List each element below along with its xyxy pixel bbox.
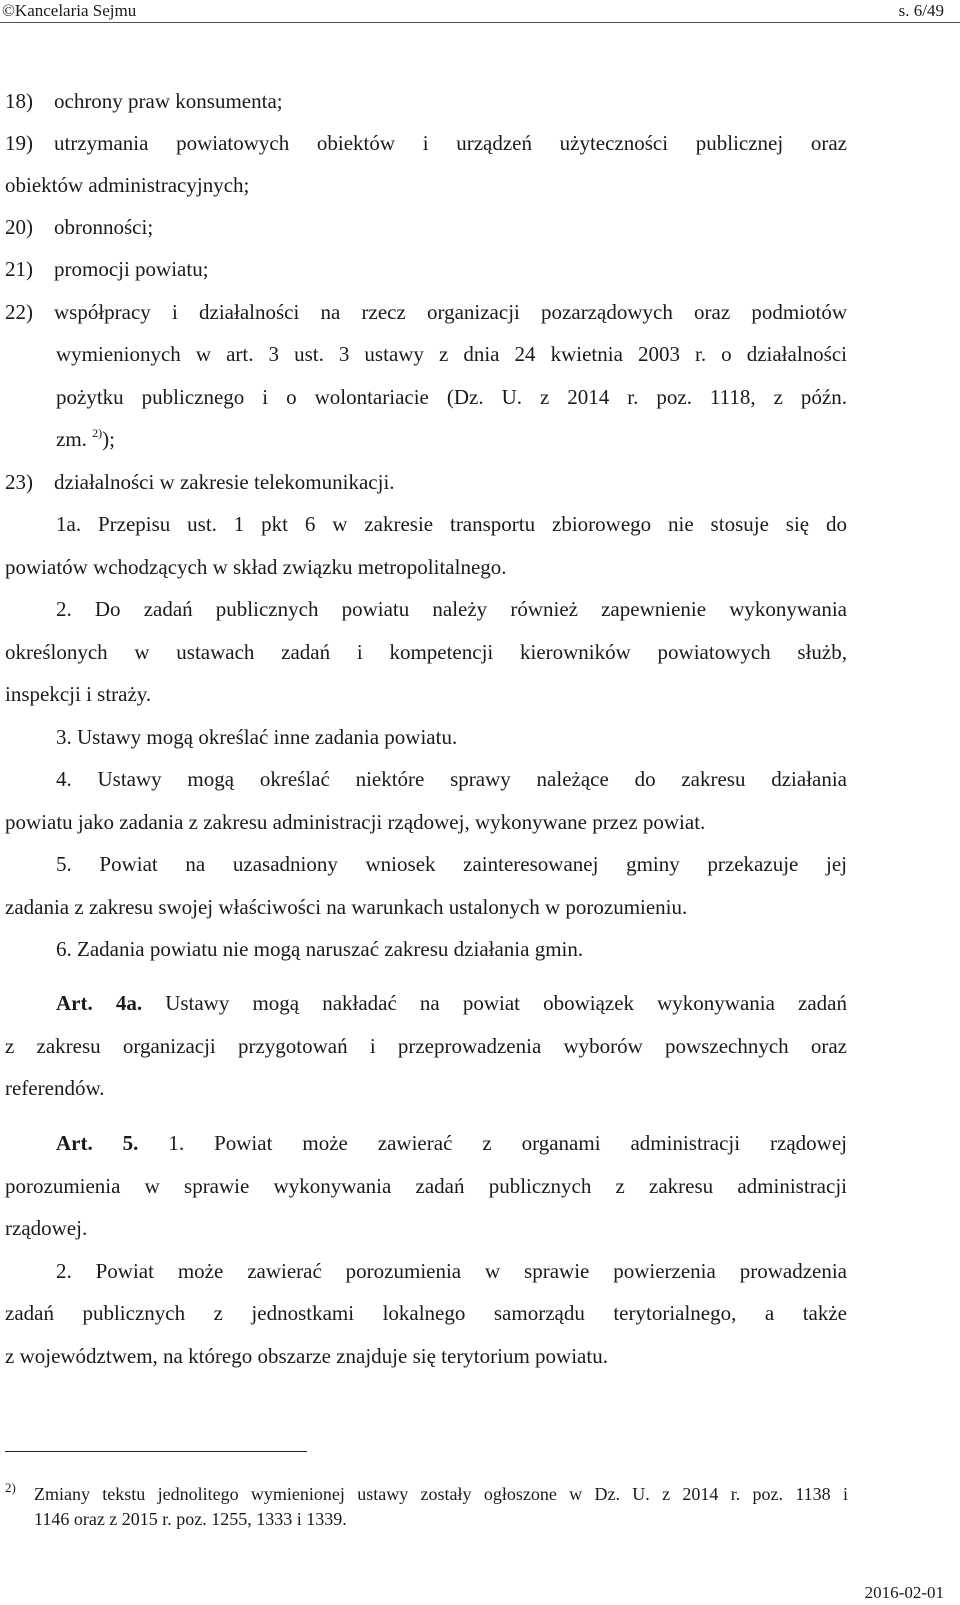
art-5-text: 1. Powiat może zawierać z organami administracji rządowej [168,1131,848,1155]
para-6: 6. Zadania powiatu nie mogą naruszać zakresu działania gmin. [56,937,584,961]
item-19-line-2: obiektów administracyjnych; [5,173,250,197]
para-1a-line-2: powiatów wchodzących w skład związku metropolitalnego. [5,555,507,579]
art-5-para-2-line-3: z województwem, na którego obszarze znajduje się terytorium powiatu. [5,1344,608,1368]
item-22-close: ); [102,427,115,451]
art-5-line-2: porozumienia w sprawie wykonywania zadań publicznych z zakresu administracji [5,1174,847,1198]
header-rule [0,22,960,23]
item-22-line-3: pożytku publicznego i o wolontariacie (Dz. U. z 2014 r. poz. 1118, z późn. [56,385,847,409]
footnote-mark: 2) [5,1480,16,1495]
item-19-line-1: 19) utrzymania powiatowych obiektów i urządzeń użyteczności publicznej oraz [5,131,847,155]
para-5-line-2: zadania z zakresu swojej właściwości na warunkach ustalonych w porozumieniu. [5,895,688,919]
para-1a-line-1: 1a. Przepisu ust. 1 pkt 6 w zakresie transportu zbiorowego nie stosuje się do [56,512,847,536]
art-4a-line-2: z zakresu organizacji przygotowań i przeprowadzenia wyborów powszechnych oraz [5,1034,847,1058]
footnote-line-2: 1146 oraz z 2015 r. poz. 1255, 1333 i 1339. [34,1509,347,1529]
item-21: 21) promocji powiatu; [5,257,209,281]
art-4a-heading: Art. 4a. [56,991,143,1015]
footer-date: 2016-02-01 [864,1583,944,1602]
para-2-line-1: 2. Do zadań publicznych powiatu należy również zapewnienie wykonywania [56,597,847,621]
para-3: 3. Ustawy mogą określać inne zadania powiatu. [56,725,458,749]
para-2-line-2: określonych w ustawach zadań i kompetencji kierowników powiatowych służb, [5,640,847,664]
art-4a-line-3: referendów. [5,1076,105,1100]
footnote-line-1: Zmiany tekstu jednolitego wymienionej ustawy zostały ogłoszone w Dz. U. z 2014 r. poz. 1138 i [34,1484,848,1504]
item-22-line-2: wymienionych w art. 3 ust. 3 ustawy z dnia 24 kwietnia 2003 r. o działalności [56,342,847,366]
art-5-para-2-line-2: zadań publicznych z jednostkami lokalnego samorządu terytorialnego, a także [5,1301,847,1325]
item-20: 20) obronności; [5,215,154,239]
header-page-number: s. 6/49 [898,1,944,20]
item-22-tail: zm. [56,427,87,451]
header-source: ©Kancelaria Sejmu [2,1,137,20]
art-5-line-3: rządowej. [5,1216,88,1240]
para-4-line-2: powiatu jako zadania z zakresu administracji rządowej, wykonywane przez powiat. [5,810,706,834]
item-22-line-1: 22) współpracy i działalności na rzecz organizacji pozarządowych oraz podmiotów [5,300,847,324]
item-22-line-4 [56,426,115,452]
page-header [0,0,960,24]
art-5-para-2-line-1: 2. Powiat może zawierać porozumienia w sprawie powierzenia prowadzenia [56,1259,847,1283]
para-4-line-1: 4. Ustawy mogą określać niektóre sprawy należące do zakresu działania [56,767,847,791]
footnote-reference[interactable]: 2) [92,426,103,440]
para-5-line-1: 5. Powiat na uzasadniony wniosek zainteresowanej gminy przekazuje jej [56,852,847,876]
item-23: 23) działalności w zakresie telekomunikacji. [5,470,395,494]
art-5-heading: Art. 5. [56,1131,139,1155]
para-2-line-3: inspekcji i straży. [5,682,152,706]
item-18: 18) ochrony praw konsumenta; [5,89,283,113]
footnote-separator [5,1451,307,1452]
art-4a-text: Ustawy mogą nakładać na powiat obowiązek wykonywania zadań [165,991,848,1015]
